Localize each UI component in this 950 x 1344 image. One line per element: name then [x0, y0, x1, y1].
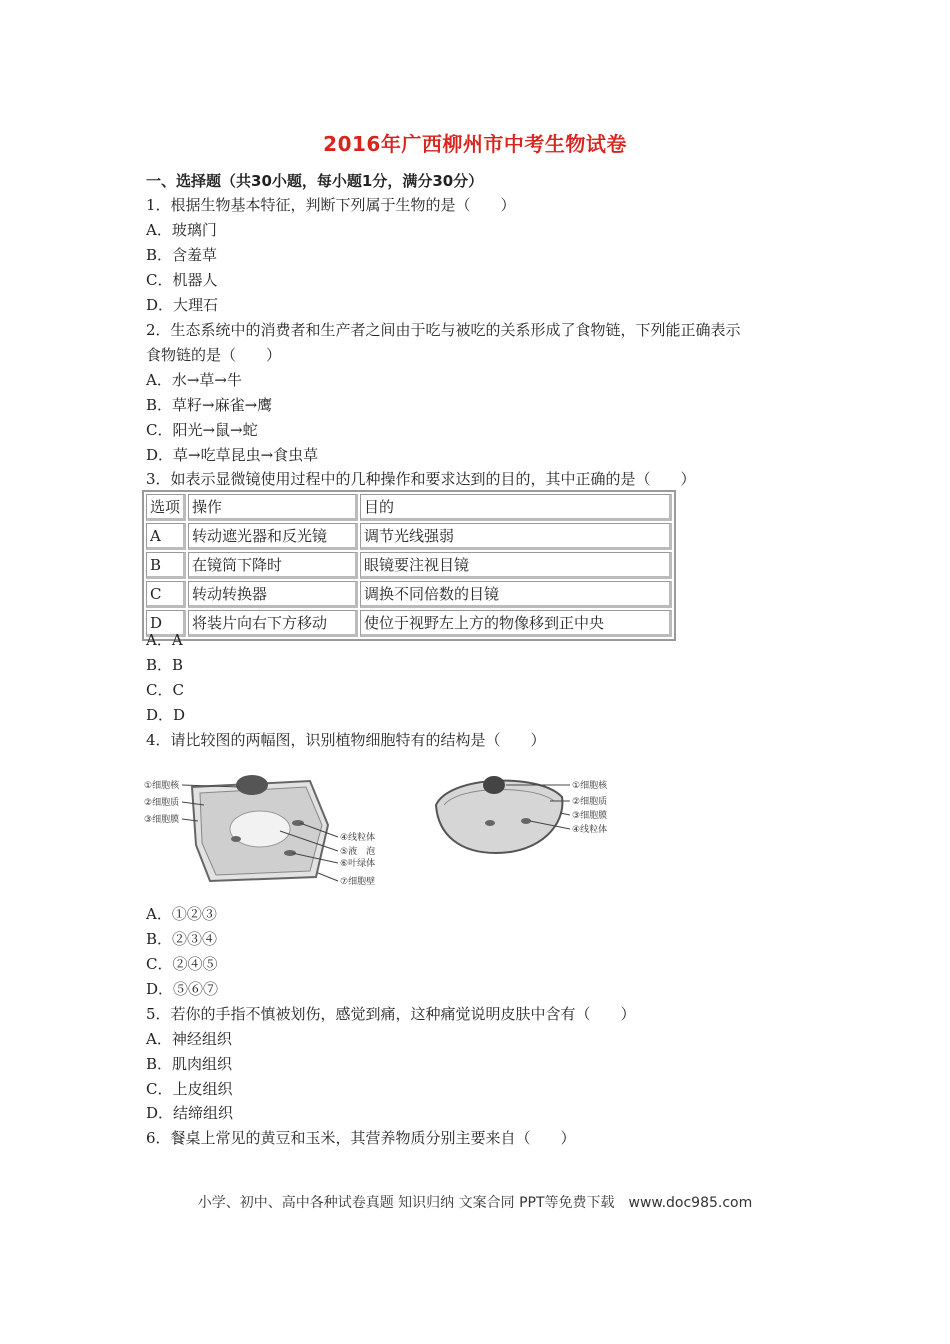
table-cell: 将装片向右下方移动 [188, 610, 358, 637]
page-title: 2016年广西柳州市中考生物试卷 [323, 132, 627, 156]
q3-option-b: B．B [146, 656, 184, 674]
q3-option-a: A．A [146, 631, 183, 649]
q4-option-d: D．⑤⑥⑦ [146, 980, 219, 998]
table-cell: A [146, 523, 186, 550]
plant-label: ⑥叶绿体 [340, 859, 376, 869]
microscope-operations-table [142, 490, 676, 641]
q3-stem: 3．如表示显微镜使用过程中的几种操作和要求达到的目的，其中正确的是（ ） [146, 470, 696, 488]
plant-label: ⑦细胞壁 [340, 877, 376, 887]
q1-stem: 1．根据生物基本特征，判断下列属于生物的是（ ） [146, 196, 516, 214]
table-cell: 操作 [188, 494, 358, 521]
table-cell: 调换不同倍数的目镜 [360, 581, 672, 608]
q4-option-b: B．②③④ [146, 930, 218, 948]
table-cell: 在镜筒下降时 [188, 552, 358, 579]
q2-option-c: C．阳光→鼠→蛇 [146, 421, 258, 439]
q2-stem-line1: 2．生态系统中的消费者和生产者之间由于吃与被吃的关系形成了食物链，下列能正确表示 [146, 321, 741, 339]
table-row [146, 523, 672, 550]
q1-option-a: A．玻璃门 [146, 221, 217, 239]
q5-option-d: D．结缔组织 [146, 1104, 234, 1122]
q2-option-d: D．草→吃草昆虫→食虫草 [146, 446, 319, 464]
q1-option-c: C．机器人 [146, 271, 218, 289]
animal-label: ④线粒体 [572, 825, 608, 835]
q1-option-b: B．含羞草 [146, 246, 218, 264]
q5-option-a: A．神经组织 [146, 1030, 232, 1048]
table-cell: 转动转换器 [188, 581, 358, 608]
table-cell: 目的 [360, 494, 672, 521]
q3-option-c: C．C [146, 681, 184, 699]
table-cell: 使位于视野左上方的物像移到正中央 [360, 610, 672, 637]
q3-option-d: D．D [146, 706, 186, 724]
table-cell: C [146, 581, 186, 608]
plant-cell-figure [140, 765, 400, 895]
q2-option-b: B．草籽→麻雀→鹰 [146, 396, 273, 414]
q2-stem-line2: 食物链的是（ ） [146, 346, 282, 364]
q1-option-d: D．大理石 [146, 296, 219, 314]
q4-option-a: A．①②③ [146, 905, 217, 923]
plant-label: ④线粒体 [340, 833, 376, 843]
table-row [146, 610, 672, 637]
table-cell: D [146, 610, 186, 637]
footer-text: 小学、初中、高中各种试卷真题 知识归纳 文案合同 PPT等免费下载 www.doc985.com [197, 1195, 753, 1211]
table-cell: 调节光线强弱 [360, 523, 672, 550]
q2-option-a: A．水→草→牛 [146, 371, 242, 389]
q5-stem: 5．若你的手指不慎被划伤，感觉到痛，这种痛觉说明皮肤中含有（ ） [146, 1005, 636, 1023]
animal-label: ①细胞核 [572, 781, 608, 791]
table-cell: 眼镜要注视目镜 [360, 552, 672, 579]
animal-label: ③细胞膜 [572, 811, 608, 821]
q4-stem: 4．请比较图的两幅图，识别植物细胞特有的结构是（ ） [146, 731, 546, 749]
table-cell: 选项 [146, 494, 186, 521]
animal-label: ②细胞质 [572, 797, 608, 807]
q6-stem: 6．餐桌上常见的黄豆和玉米，其营养物质分别主要来自（ ） [146, 1129, 576, 1147]
section-heading: 一、选择题（共30小题，每小题1分，满分30分） [146, 172, 484, 190]
table-cell: B [146, 552, 186, 579]
table-cell: 转动遮光器和反光镜 [188, 523, 358, 550]
plant-label: ②细胞质 [144, 798, 180, 808]
q4-option-c: C．②④⑤ [146, 955, 218, 973]
plant-label: ①细胞核 [144, 781, 180, 791]
plant-label: ③细胞膜 [144, 815, 180, 825]
table-row [146, 552, 672, 579]
q5-option-c: C．上皮组织 [146, 1080, 233, 1098]
table-header-row [146, 494, 672, 521]
animal-cell-figure [430, 765, 630, 865]
q5-option-b: B．肌肉组织 [146, 1055, 233, 1073]
table-row [146, 581, 672, 608]
plant-label: ⑤液 泡 [340, 847, 376, 857]
